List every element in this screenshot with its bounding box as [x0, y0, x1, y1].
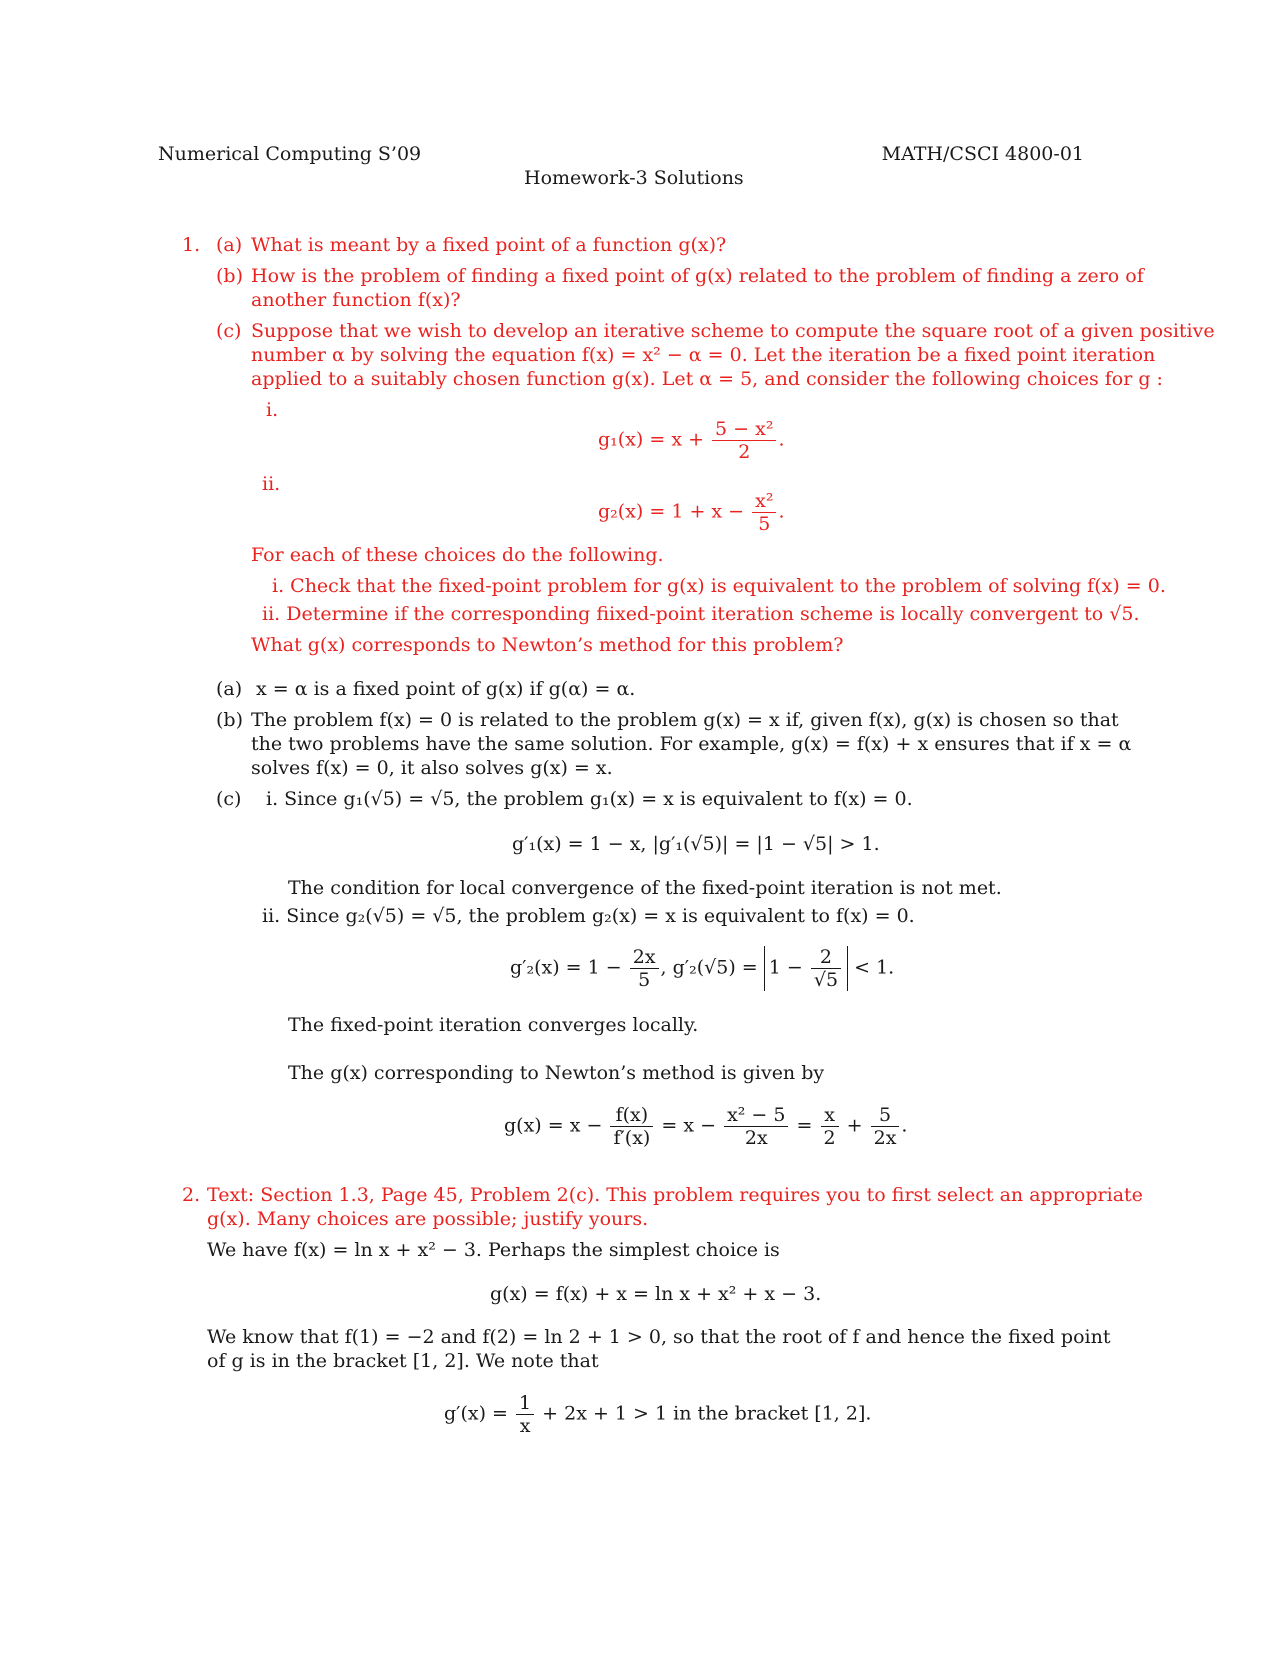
choice-2-fraction — [752, 490, 776, 535]
derivative-fraction — [516, 1392, 534, 1437]
ii-eq-mid: , g′₂(√5) = — [660, 956, 758, 979]
derivative-denominator: x — [519, 1415, 531, 1437]
problem-1a-label: (a) — [216, 234, 243, 256]
newton-plus: + — [846, 1114, 863, 1137]
newton-intro: The g(x) corresponding to Newton’s method is given by — [288, 1062, 825, 1084]
ii-eq-lhs: g′₂(x) = 1 − — [510, 956, 622, 979]
newton-fraction-4 — [871, 1104, 900, 1149]
solution-1c-i-conclusion: The condition for local convergence of the fixed-point iteration is not met. — [288, 877, 1002, 899]
solution-1b-label: (b) — [216, 709, 243, 731]
problem-1-number: 1. — [182, 234, 201, 256]
newton-equation — [504, 1104, 907, 1149]
ii-eq-numerator: 2x — [630, 946, 659, 969]
newton-lhs: g(x) = x − — [504, 1114, 603, 1137]
newton-fraction-3 — [821, 1104, 839, 1149]
derivative-numerator: 1 — [516, 1392, 534, 1415]
choice-2-lhs: g₂(x) = 1 + x − — [598, 500, 745, 523]
solution-1a-text: x = α is a fixed point of g(x) if g(α) = α. — [256, 678, 636, 700]
ii-eq-fraction — [630, 946, 659, 991]
newton-f3-denominator: 2 — [823, 1127, 836, 1149]
ii-abs-left: 1 − — [768, 956, 803, 979]
problem-2-number: 2. — [182, 1184, 201, 1206]
newton-fraction-2 — [724, 1104, 788, 1149]
solution-2-line3: of g is in the bracket [1, 2]. We note that — [207, 1350, 599, 1372]
choice-2-numerator: x² — [752, 490, 776, 513]
derivative-lhs: g′(x) = — [444, 1402, 508, 1425]
choice-1-label: i. — [266, 399, 279, 421]
course-name: Numerical Computing S’09 — [158, 143, 422, 165]
newton-f4-denominator: 2x — [873, 1127, 897, 1149]
choice-1-fraction — [712, 418, 776, 463]
problem-2-line1: Text: Section 1.3, Page 45, Problem 2(c). This problem requires you to first select an appropriate — [207, 1184, 1143, 1206]
solution-2-line2: We know that f(1) = −2 and f(2) = ln 2 + 1 > 0, so that the root of f and hence the fixed point — [207, 1326, 1111, 1348]
solution-1c-i-equation: g′₁(x) = 1 − x, |g′₁(√5)| = |1 − √5| > 1. — [512, 833, 880, 855]
problem-1c-label: (c) — [216, 320, 242, 342]
newton-f1-denominator: f′(x) — [613, 1127, 651, 1149]
task-2: ii. Determine if the corresponding fiixed-point iteration scheme is locally convergent to √5. — [262, 603, 1140, 625]
solution-1c-ii-text: ii. Since g₂(√5) = √5, the problem g₂(x) = x is equivalent to f(x) = 0. — [262, 905, 915, 927]
choice-2-denominator: 5 — [758, 513, 771, 535]
problem-1b-line2: another function f(x)? — [251, 289, 461, 311]
problem-2-line2: g(x). Many choices are possible; justify yours. — [207, 1208, 649, 1230]
choice-2-label: ii. — [262, 473, 281, 495]
solution-1c-ii-conclusion: The fixed-point iteration converges locally. — [288, 1014, 699, 1036]
ii-eq-end: < 1. — [854, 956, 895, 979]
problem-1c-line2: number α by solving the equation f(x) = x² − α = 0. Let the iteration be a fixed point iteration — [251, 344, 1156, 366]
problem-1b-label: (b) — [216, 265, 243, 287]
course-code: MATH/CSCI 4800-01 — [881, 143, 1084, 165]
newton-equals: = — [796, 1114, 813, 1137]
choice-1-numerator: 5 − x² — [712, 418, 776, 441]
solution-2-line1: We have f(x) = ln x + x² − 3. Perhaps the simplest choice is — [207, 1239, 780, 1261]
newton-f4-numerator: 5 — [871, 1104, 900, 1127]
solution-2-equation: g(x) = f(x) + x = ln x + x² + x − 3. — [490, 1283, 822, 1305]
choice-1-equation: g₁(x) = x + $\frac{\text{5 − x²}}{2}$ . — [598, 418, 785, 463]
derivative-rhs: + 2x + 1 > 1 in the bracket [1, 2]. — [542, 1402, 872, 1425]
ii-abs-numerator: 2 — [811, 946, 841, 969]
ii-eq-denominator: 5 — [638, 969, 651, 991]
problem-1c-line3: applied to a suitably chosen function g(x). Let α = 5, and consider the following choices for g : — [251, 368, 1163, 390]
newton-f1-numerator: f(x) — [610, 1104, 653, 1127]
page-title: Homework-3 Solutions — [524, 167, 744, 189]
ii-abs-denominator: √5 — [813, 969, 839, 991]
solution-1c-i-text: i. Since g₁(√5) = √5, the problem g₁(x) = x is equivalent to f(x) = 0. — [266, 788, 913, 810]
solution-1a-label: (a) — [216, 678, 243, 700]
problem-1b-line1: How is the problem of finding a fixed point of g(x) related to the problem of finding a zero of — [251, 265, 1144, 287]
newton-fraction-1 — [610, 1104, 653, 1149]
newton-f2-numerator: x² − 5 — [724, 1104, 788, 1127]
problem-1c-line1: Suppose that we wish to develop an iterative scheme to compute the square root of a given positive — [251, 320, 1215, 342]
ii-abs-fraction — [811, 946, 841, 991]
task-1: i. Check that the fixed-point problem for g(x) is equivalent to the problem of solving f(x) = 0. — [272, 575, 1166, 597]
solution-1c-label: (c) — [216, 788, 242, 810]
newton-f3-numerator: x — [821, 1104, 839, 1127]
solution-2-derivative — [444, 1392, 871, 1437]
newton-question: What g(x) corresponds to Newton’s method for this problem? — [251, 634, 844, 656]
problem-1a-text: What is meant by a fixed point of a function g(x)? — [251, 234, 727, 256]
newton-mid: = x − — [661, 1114, 717, 1137]
solution-1c-ii-equation — [510, 946, 894, 991]
newton-end: . — [901, 1114, 908, 1137]
solution-1b-line1: The problem f(x) = 0 is related to the problem g(x) = x if, given f(x), g(x) is chosen so that — [251, 709, 1119, 731]
choice-2-equation: g₂(x) = 1 + x − $\frac{\text{x²}}{5}$ . — [598, 490, 785, 535]
solution-1b-line2: the two problems have the same solution. For example, g(x) = f(x) + x ensures that if x = α — [251, 733, 1132, 755]
solution-1b-line3: solves f(x) = 0, it also solves g(x) = x. — [251, 757, 613, 779]
newton-f2-denominator: 2x — [744, 1127, 768, 1149]
instruction: For each of these choices do the following. — [251, 544, 664, 566]
choice-1-lhs: g₁(x) = x + — [598, 428, 704, 451]
ii-abs-value — [764, 946, 848, 991]
choice-1-denominator: 2 — [738, 441, 751, 463]
